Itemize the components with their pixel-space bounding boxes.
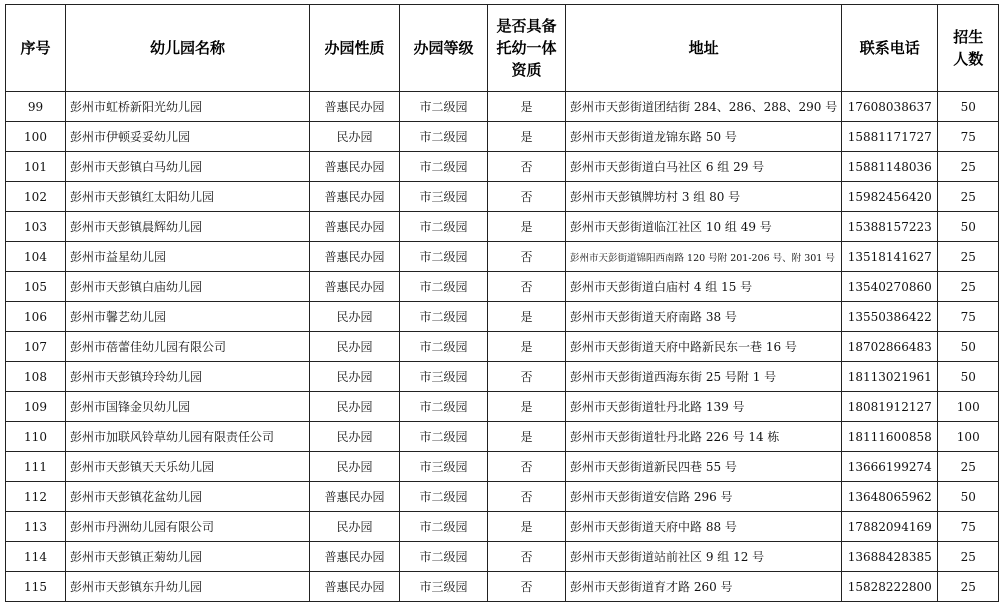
cell-address: 彭州市天彭镇牌坊村 3 组 80 号 xyxy=(566,182,842,212)
cell-qualification: 否 xyxy=(488,362,566,392)
cell-address: 彭州市天彭街道天府中路 88 号 xyxy=(566,512,842,542)
cell-qualification: 是 xyxy=(488,392,566,422)
cell-nature: 普惠民办园 xyxy=(310,212,400,242)
table-row xyxy=(6,452,999,482)
cell-qualification: 是 xyxy=(488,302,566,332)
header-nature: 办园性质 xyxy=(310,5,400,92)
table-header-row xyxy=(6,5,999,92)
cell-qualification: 是 xyxy=(488,122,566,152)
cell-phone: 17608038637 xyxy=(842,92,938,122)
cell-seq: 106 xyxy=(6,302,66,332)
cell-address: 彭州市天彭街道团结街 284、286、288、290 号 xyxy=(566,92,842,122)
cell-level: 市二级园 xyxy=(400,302,488,332)
cell-phone: 13518141627 xyxy=(842,242,938,272)
cell-enrollment: 100 xyxy=(938,392,999,422)
cell-enrollment: 25 xyxy=(938,272,999,302)
cell-level: 市二级园 xyxy=(400,122,488,152)
cell-address: 彭州市天彭街道临江社区 10 组 49 号 xyxy=(566,212,842,242)
header-enrollment-line: 招生 xyxy=(953,28,984,46)
table-row xyxy=(6,122,999,152)
cell-address: 彭州市天彭街道白庙村 4 组 15 号 xyxy=(566,272,842,302)
cell-enrollment: 50 xyxy=(938,482,999,512)
cell-seq: 111 xyxy=(6,452,66,482)
cell-seq: 108 xyxy=(6,362,66,392)
cell-name: 彭州市伊顿妥妥幼儿园 xyxy=(66,122,310,152)
cell-nature: 普惠民办园 xyxy=(310,182,400,212)
cell-qualification: 是 xyxy=(488,212,566,242)
cell-name: 彭州市天彭镇正菊幼儿园 xyxy=(66,542,310,572)
cell-qualification: 否 xyxy=(488,272,566,302)
table-row xyxy=(6,182,999,212)
header-level: 办园等级 xyxy=(400,5,488,92)
cell-enrollment: 75 xyxy=(938,512,999,542)
cell-name: 彭州市益星幼儿园 xyxy=(66,242,310,272)
cell-name: 彭州市蓓蕾佳幼儿园有限公司 xyxy=(66,332,310,362)
cell-seq: 100 xyxy=(6,122,66,152)
cell-address: 彭州市天彭街道牡丹北路 226 号 14 栋 xyxy=(566,422,842,452)
table-row xyxy=(6,92,999,122)
cell-phone: 13648065962 xyxy=(842,482,938,512)
cell-seq: 102 xyxy=(6,182,66,212)
cell-phone: 17882094169 xyxy=(842,512,938,542)
table-row xyxy=(6,272,999,302)
cell-seq: 105 xyxy=(6,272,66,302)
cell-level: 市二级园 xyxy=(400,542,488,572)
cell-phone: 13550386422 xyxy=(842,302,938,332)
cell-address: 彭州市天彭街道锦阳西南路 120 号附 201-206 号、附 301 号 xyxy=(566,242,842,272)
cell-nature: 民办园 xyxy=(310,302,400,332)
cell-level: 市二级园 xyxy=(400,242,488,272)
cell-enrollment: 25 xyxy=(938,242,999,272)
header-phone: 联系电话 xyxy=(842,5,938,92)
cell-level: 市二级园 xyxy=(400,392,488,422)
table-row xyxy=(6,362,999,392)
cell-phone: 13666199274 xyxy=(842,452,938,482)
cell-nature: 普惠民办园 xyxy=(310,482,400,512)
cell-name: 彭州市天彭镇玲玲幼儿园 xyxy=(66,362,310,392)
table-row xyxy=(6,512,999,542)
table-row xyxy=(6,332,999,362)
cell-name: 彭州市天彭镇晨辉幼儿园 xyxy=(66,212,310,242)
cell-enrollment: 50 xyxy=(938,92,999,122)
cell-name: 彭州市加联风铃草幼儿园有限责任公司 xyxy=(66,422,310,452)
cell-phone: 13540270860 xyxy=(842,272,938,302)
cell-nature: 普惠民办园 xyxy=(310,572,400,602)
cell-enrollment: 25 xyxy=(938,182,999,212)
cell-qualification: 否 xyxy=(488,182,566,212)
cell-enrollment: 25 xyxy=(938,452,999,482)
kindergarten-table xyxy=(5,4,999,602)
header-qualification-line: 托幼一体 xyxy=(496,39,557,57)
cell-nature: 民办园 xyxy=(310,512,400,542)
table-body xyxy=(6,92,999,602)
cell-name: 彭州市国锋金贝幼儿园 xyxy=(66,392,310,422)
cell-seq: 101 xyxy=(6,152,66,182)
cell-phone: 15982456420 xyxy=(842,182,938,212)
table-row xyxy=(6,152,999,182)
cell-name: 彭州市天彭镇白庙幼儿园 xyxy=(66,272,310,302)
header-address: 地址 xyxy=(566,5,842,92)
cell-qualification: 否 xyxy=(488,242,566,272)
table-row xyxy=(6,542,999,572)
cell-address: 彭州市天彭街道西海东街 25 号附 1 号 xyxy=(566,362,842,392)
header-qualification-line: 是否具备 xyxy=(496,17,557,35)
cell-enrollment: 50 xyxy=(938,332,999,362)
cell-address: 彭州市天彭街道安信路 296 号 xyxy=(566,482,842,512)
cell-name: 彭州市天彭镇花盆幼儿园 xyxy=(66,482,310,512)
cell-level: 市二级园 xyxy=(400,512,488,542)
cell-seq: 109 xyxy=(6,392,66,422)
cell-address: 彭州市天彭街道育才路 260 号 xyxy=(566,572,842,602)
cell-enrollment: 25 xyxy=(938,152,999,182)
cell-name: 彭州市天彭镇红太阳幼儿园 xyxy=(66,182,310,212)
cell-enrollment: 25 xyxy=(938,542,999,572)
cell-qualification: 是 xyxy=(488,92,566,122)
cell-enrollment: 50 xyxy=(938,212,999,242)
cell-seq: 107 xyxy=(6,332,66,362)
cell-level: 市三级园 xyxy=(400,362,488,392)
table-row xyxy=(6,212,999,242)
cell-name: 彭州市天彭镇白马幼儿园 xyxy=(66,152,310,182)
cell-qualification: 否 xyxy=(488,452,566,482)
cell-level: 市三级园 xyxy=(400,572,488,602)
cell-nature: 民办园 xyxy=(310,362,400,392)
cell-nature: 民办园 xyxy=(310,122,400,152)
cell-nature: 民办园 xyxy=(310,422,400,452)
header-qualification-line: 资质 xyxy=(511,61,542,79)
cell-phone: 15881171727 xyxy=(842,122,938,152)
cell-address: 彭州市天彭街道白马社区 6 组 29 号 xyxy=(566,152,842,182)
cell-level: 市二级园 xyxy=(400,92,488,122)
cell-level: 市二级园 xyxy=(400,212,488,242)
cell-seq: 115 xyxy=(6,572,66,602)
cell-phone: 18702866483 xyxy=(842,332,938,362)
header-enrollment xyxy=(938,5,999,92)
cell-enrollment: 25 xyxy=(938,572,999,602)
cell-nature: 民办园 xyxy=(310,392,400,422)
cell-seq: 114 xyxy=(6,542,66,572)
cell-seq: 99 xyxy=(6,92,66,122)
cell-seq: 110 xyxy=(6,422,66,452)
cell-seq: 112 xyxy=(6,482,66,512)
table-row xyxy=(6,572,999,602)
cell-name: 彭州市虹桥新阳光幼儿园 xyxy=(66,92,310,122)
cell-phone: 15388157223 xyxy=(842,212,938,242)
cell-level: 市二级园 xyxy=(400,422,488,452)
cell-level: 市二级园 xyxy=(400,332,488,362)
cell-name: 彭州市丹洲幼儿园有限公司 xyxy=(66,512,310,542)
cell-level: 市二级园 xyxy=(400,272,488,302)
cell-seq: 113 xyxy=(6,512,66,542)
cell-phone: 18113021961 xyxy=(842,362,938,392)
table-row xyxy=(6,392,999,422)
cell-level: 市二级园 xyxy=(400,152,488,182)
cell-seq: 104 xyxy=(6,242,66,272)
cell-qualification: 是 xyxy=(488,512,566,542)
cell-nature: 普惠民办园 xyxy=(310,92,400,122)
cell-qualification: 是 xyxy=(488,422,566,452)
cell-name: 彭州市馨艺幼儿园 xyxy=(66,302,310,332)
cell-address: 彭州市天彭街道天府中路新民东一巷 16 号 xyxy=(566,332,842,362)
cell-level: 市二级园 xyxy=(400,482,488,512)
cell-nature: 普惠民办园 xyxy=(310,542,400,572)
cell-phone: 15828222800 xyxy=(842,572,938,602)
cell-qualification: 是 xyxy=(488,332,566,362)
cell-phone: 13688428385 xyxy=(842,542,938,572)
cell-nature: 民办园 xyxy=(310,332,400,362)
cell-qualification: 否 xyxy=(488,482,566,512)
table-row xyxy=(6,422,999,452)
cell-qualification: 否 xyxy=(488,542,566,572)
cell-address: 彭州市天彭街道站前社区 9 组 12 号 xyxy=(566,542,842,572)
cell-seq: 103 xyxy=(6,212,66,242)
cell-nature: 民办园 xyxy=(310,452,400,482)
header-enrollment-line: 人数 xyxy=(953,50,984,68)
cell-address: 彭州市天彭街道天府南路 38 号 xyxy=(566,302,842,332)
cell-address: 彭州市天彭街道牡丹北路 139 号 xyxy=(566,392,842,422)
cell-qualification: 否 xyxy=(488,572,566,602)
cell-enrollment: 50 xyxy=(938,362,999,392)
header-seq: 序号 xyxy=(6,5,66,92)
cell-qualification: 否 xyxy=(488,152,566,182)
table-row xyxy=(6,302,999,332)
cell-phone: 18081912127 xyxy=(842,392,938,422)
cell-level: 市三级园 xyxy=(400,182,488,212)
cell-address: 彭州市天彭街道龙锦东路 50 号 xyxy=(566,122,842,152)
table-row xyxy=(6,242,999,272)
table-row xyxy=(6,482,999,512)
cell-enrollment: 100 xyxy=(938,422,999,452)
cell-level: 市三级园 xyxy=(400,452,488,482)
cell-nature: 普惠民办园 xyxy=(310,242,400,272)
cell-phone: 18111600858 xyxy=(842,422,938,452)
kindergarten-table-container xyxy=(5,4,999,602)
cell-phone: 15881148036 xyxy=(842,152,938,182)
header-name: 幼儿园名称 xyxy=(66,5,310,92)
cell-nature: 普惠民办园 xyxy=(310,152,400,182)
cell-name: 彭州市天彭镇天天乐幼儿园 xyxy=(66,452,310,482)
cell-address: 彭州市天彭街道新民四巷 55 号 xyxy=(566,452,842,482)
cell-enrollment: 75 xyxy=(938,302,999,332)
header-qualification xyxy=(488,5,566,92)
cell-name: 彭州市天彭镇东升幼儿园 xyxy=(66,572,310,602)
cell-enrollment: 75 xyxy=(938,122,999,152)
cell-nature: 普惠民办园 xyxy=(310,272,400,302)
